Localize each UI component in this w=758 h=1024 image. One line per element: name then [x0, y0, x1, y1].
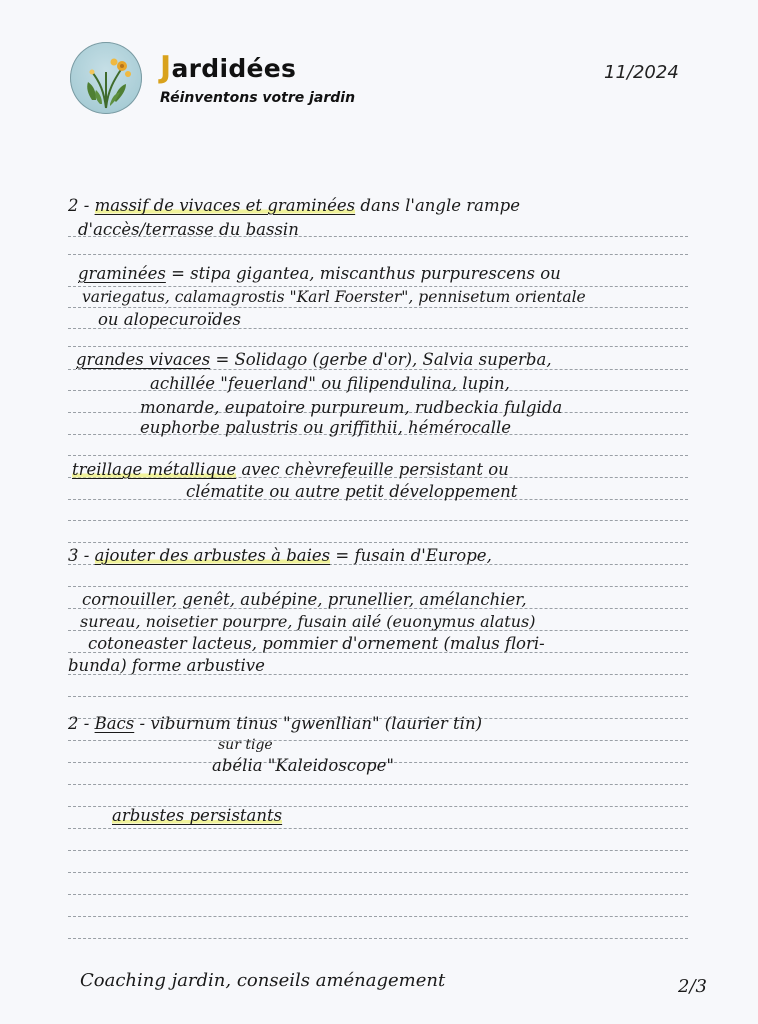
section-massif-line2: d'accès/terrasse du bassin	[78, 220, 299, 239]
bacs-line3: abélia "Kaleidoscope"	[212, 756, 394, 775]
treillage-line2: clématite ou autre petit développement	[186, 482, 518, 501]
section-number: 2 -	[68, 714, 90, 733]
treillage-text: avec chèvrefeuille persistant ou	[241, 460, 509, 479]
graminees-line2: variegatus, calamagrostis "Karl Foerster", pennisetum orientale	[82, 288, 586, 306]
section-bacs-heading	[68, 716, 482, 733]
vivaces-label: grandes vivaces	[76, 350, 211, 369]
arbustes-line3: sureau, noisetier pourpre, fusain ailé (euonymus alatus)	[80, 612, 536, 631]
section-title-rest: dans l'angle rampe	[360, 196, 520, 215]
rule-line	[68, 586, 688, 587]
brand-initial: J	[160, 50, 172, 85]
jardidees-logo	[70, 42, 142, 114]
rule-line	[68, 254, 688, 255]
rule-line	[68, 286, 688, 287]
rule-line	[68, 369, 688, 370]
rule-line	[68, 542, 688, 543]
rule-line	[68, 520, 688, 521]
brand-tagline: Réinventons votre jardin	[160, 90, 356, 106]
vivaces-text: = Solidago (gerbe d'or), Salvia superba,	[215, 350, 552, 369]
note-date: 11/2024	[604, 62, 679, 83]
rule-line	[68, 938, 688, 939]
bacs-line2: sur tige	[218, 737, 273, 753]
rule-line	[68, 696, 688, 697]
section-title-rest: = fusain d'Europe,	[335, 546, 492, 565]
brand-name	[160, 50, 296, 85]
vivaces-line3: monarde, eupatoire purpureum, rudbeckia fulgida	[140, 398, 563, 417]
graminees-label: graminées	[78, 264, 166, 283]
plant-logo-icon	[70, 42, 142, 114]
section-title: Bacs	[94, 714, 135, 733]
rule-line	[68, 872, 688, 873]
arbustes-line2: cornouiller, genêt, aubépine, prunellier, amélanchier,	[82, 590, 527, 609]
arbustes-line5: bunda) forme arbustive	[68, 656, 265, 675]
section-number: 3 -	[68, 546, 90, 565]
arbustes-line4: cotoneaster lacteus, pommier d'ornement (malus flori-	[88, 634, 545, 653]
graminees-text: = stipa gigantea, miscanthus purpurescens ou	[171, 264, 561, 283]
section-massif-heading	[68, 198, 520, 215]
graminees-line1	[78, 266, 561, 283]
rule-line	[68, 455, 688, 456]
vivaces-line1	[76, 352, 552, 369]
rule-line	[68, 894, 688, 895]
rule-line	[68, 916, 688, 917]
section-title: massif de vivaces et graminées	[94, 196, 356, 215]
rule-line	[68, 828, 688, 829]
rule-line	[68, 346, 688, 347]
brand-rest: ardidées	[171, 54, 297, 83]
treillage-line1	[72, 462, 509, 479]
rule-line	[68, 740, 688, 741]
section-number: 2 -	[68, 196, 90, 215]
rule-line	[68, 784, 688, 785]
arbustes-persistants-label: arbustes persistants	[112, 806, 283, 825]
section-arbustes-heading	[68, 548, 492, 565]
section-title-rest: - viburnum tinus "gwenllian" (laurier tin)	[139, 714, 483, 733]
rule-line	[68, 307, 688, 308]
treillage-label: treillage métallique	[72, 460, 237, 479]
footer-tagline: Coaching jardin, conseils aménagement	[80, 970, 446, 991]
vivaces-line4: euphorbe palustris ou griffithii, hémérocalle	[140, 418, 512, 437]
rule-line	[68, 850, 688, 851]
section-title: ajouter des arbustes à baies	[94, 546, 331, 565]
page-number: 2/3	[678, 976, 707, 997]
graminees-line3: ou alopecuroïdes	[98, 310, 241, 329]
vivaces-line2: achillée "feuerland" ou filipendulina, lupin,	[150, 374, 510, 393]
